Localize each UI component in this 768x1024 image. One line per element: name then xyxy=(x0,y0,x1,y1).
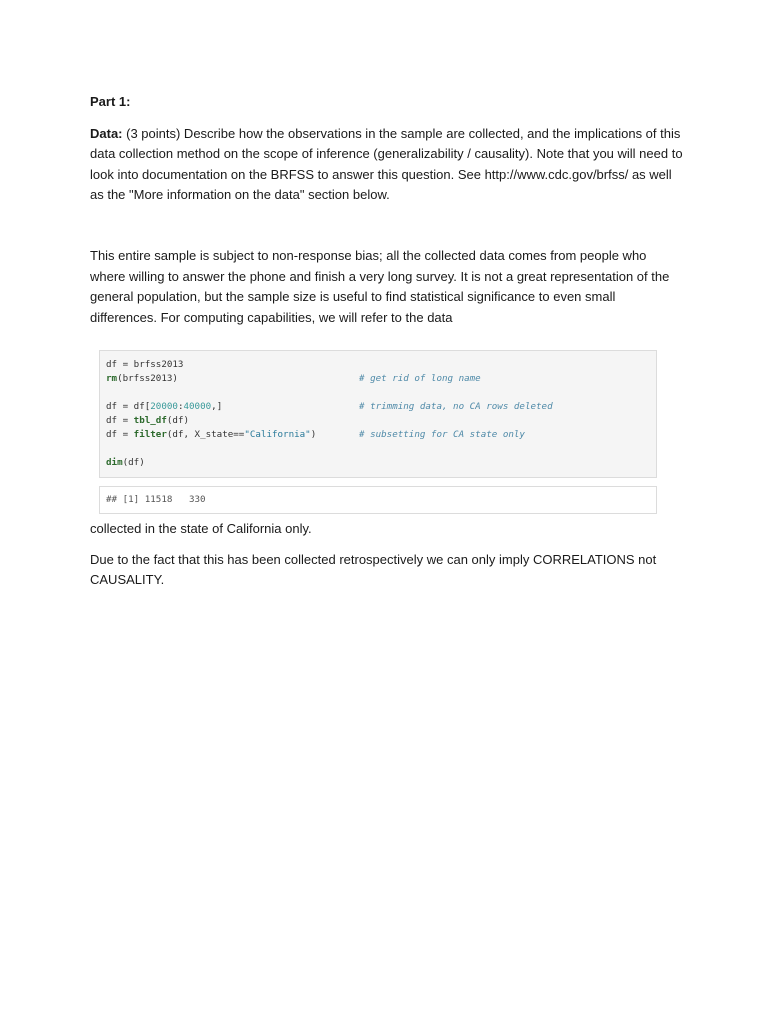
code-line-6: df = filter(df, X_state=="California") # subsetting for CA state only xyxy=(106,429,525,440)
code-line-8: dim(df) xyxy=(106,457,145,468)
after-code-text-block xyxy=(90,519,684,591)
code-comment-6: # subsetting for CA state only xyxy=(359,429,525,440)
code-line-4: df = df[20000:40000,] # trimming data, no CA rows deleted xyxy=(106,401,553,412)
code-output-block xyxy=(99,486,657,514)
code-line-1: df = brfss2013 xyxy=(106,359,184,370)
document-body xyxy=(90,92,684,328)
code-line-5: df = tbl_df(df) xyxy=(106,415,190,426)
code-comment-4: # trimming data, no CA rows deleted xyxy=(359,401,553,412)
part-title: Part 1: xyxy=(90,94,131,109)
answer-paragraph: This entire sample is subject to non-response bias; all the collected data comes from people who where willing to answer the phone and finish a very long survey. It is not a great representation of the general population, but the sample size is useful to find statistical significance to even small differences. For computing capabilities, we will refer to the data xyxy=(90,247,670,325)
question-paragraph xyxy=(90,124,684,206)
conclusion-paragraph: Due to the fact that this has been collected retrospectively we can only imply CORRELATIONS not CAUSALITY. xyxy=(90,551,657,588)
code-output: ## [1] 11518 330 xyxy=(106,494,206,505)
question-label: Data: xyxy=(90,125,123,141)
code-block xyxy=(99,350,657,478)
after-code-text: collected in the state of California only. xyxy=(90,521,312,536)
code-line-2: rm(brfss2013) # get rid of long name xyxy=(106,373,481,384)
code-comment-2: # get rid of long name xyxy=(359,373,481,384)
question-text: (3 points) Describe how the observations in the sample are collected, and the implications of this data collection method on the scope of inference (generalizability / causality). Note that you will need to look into documentation on the BRFSS to answer this question. See http://www.cdc.gov/brfss/ as well as the "More information on the data" section below. xyxy=(90,125,683,203)
